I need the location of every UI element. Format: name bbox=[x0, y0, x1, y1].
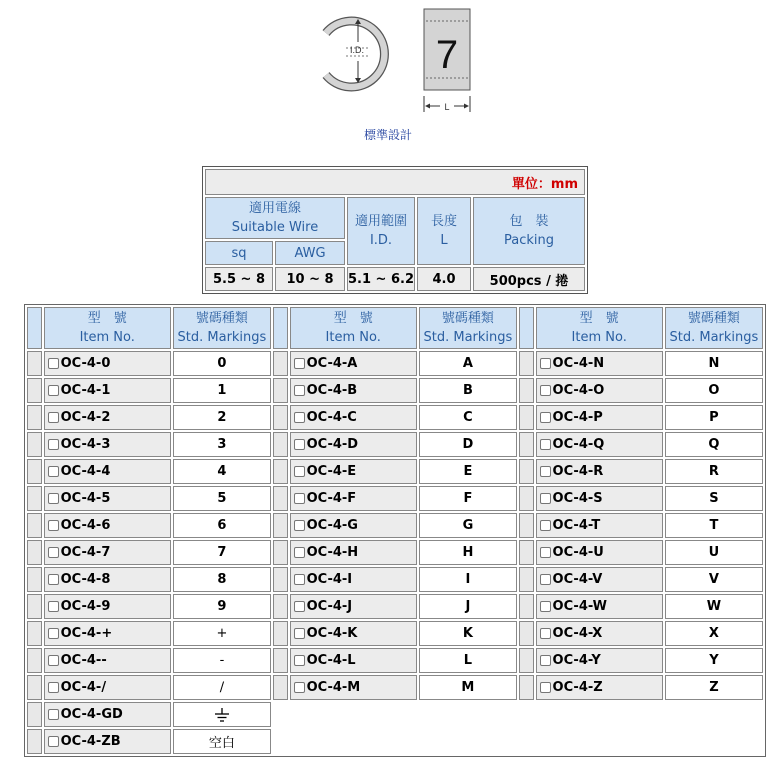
marking-cell: P bbox=[665, 405, 763, 430]
table-row bbox=[27, 378, 763, 403]
item-checkbox[interactable] bbox=[48, 736, 59, 747]
mark-header-en: Std. Markings bbox=[669, 330, 759, 345]
empty-cell bbox=[519, 729, 763, 754]
ground-symbol-icon bbox=[213, 707, 231, 723]
length-header-cn: 長度 bbox=[430, 214, 457, 229]
item-number: OC-4-L bbox=[306, 653, 356, 668]
item-cell[interactable] bbox=[536, 459, 663, 484]
item-number: OC-4-X bbox=[552, 626, 603, 641]
marking-cell: D bbox=[419, 432, 517, 457]
row-stub bbox=[273, 594, 288, 619]
awg-value: 10 ~ 8 bbox=[275, 267, 345, 291]
row-stub bbox=[27, 621, 42, 646]
header-stub bbox=[27, 307, 42, 349]
item-number: OC-4-4 bbox=[60, 464, 111, 479]
item-cell[interactable] bbox=[290, 378, 417, 403]
item-cell[interactable] bbox=[44, 729, 171, 754]
marker-tube-icon bbox=[424, 9, 470, 112]
item-cell[interactable] bbox=[44, 351, 171, 376]
marking-cell: H bbox=[419, 540, 517, 565]
range-header-en: I.D. bbox=[369, 233, 393, 248]
marking-cell: N bbox=[665, 351, 763, 376]
item-checkbox[interactable] bbox=[540, 574, 551, 585]
item-number: OC-4-E bbox=[306, 464, 357, 479]
item-checkbox[interactable] bbox=[294, 655, 305, 666]
item-number: OC-4-0 bbox=[60, 356, 111, 371]
item-header-en: Item No. bbox=[325, 330, 381, 345]
item-cell[interactable] bbox=[536, 594, 663, 619]
empty-cell bbox=[519, 702, 763, 727]
std-markings-header bbox=[419, 307, 517, 349]
row-stub bbox=[519, 351, 534, 376]
item-number: OC-4-S bbox=[552, 491, 603, 506]
row-stub bbox=[519, 459, 534, 484]
marking-cell: 7 bbox=[173, 540, 271, 565]
table-row bbox=[27, 675, 763, 700]
marking-cell: B bbox=[419, 378, 517, 403]
marking-cell: 9 bbox=[173, 594, 271, 619]
item-cell[interactable] bbox=[44, 702, 171, 727]
item-no-header bbox=[44, 307, 171, 349]
row-stub bbox=[27, 648, 42, 673]
item-number: OC-4-3 bbox=[60, 437, 111, 452]
row-stub bbox=[273, 459, 288, 484]
item-checkbox[interactable] bbox=[540, 385, 551, 396]
item-number: OC-4-M bbox=[306, 680, 361, 695]
table-row bbox=[27, 351, 763, 376]
item-checkbox[interactable] bbox=[48, 655, 59, 666]
item-number: OC-4-H bbox=[306, 545, 359, 560]
row-stub bbox=[27, 540, 42, 565]
item-cell[interactable] bbox=[44, 540, 171, 565]
wire-header-en: Suitable Wire bbox=[231, 220, 319, 235]
row-stub bbox=[519, 540, 534, 565]
sq-value: 5.5 ~ 8 bbox=[205, 267, 273, 291]
row-stub bbox=[273, 540, 288, 565]
marking-cell: J bbox=[419, 594, 517, 619]
item-cell[interactable] bbox=[290, 432, 417, 457]
row-stub bbox=[519, 621, 534, 646]
item-checkbox[interactable] bbox=[294, 439, 305, 450]
item-checkbox[interactable] bbox=[540, 358, 551, 369]
row-stub bbox=[27, 675, 42, 700]
mark-header-en: Std. Markings bbox=[177, 330, 267, 345]
row-stub bbox=[273, 405, 288, 430]
length-header-en: L bbox=[440, 233, 448, 248]
item-checkbox[interactable] bbox=[48, 682, 59, 693]
item-cell[interactable] bbox=[536, 432, 663, 457]
marking-cell: 3 bbox=[173, 432, 271, 457]
item-no-header bbox=[536, 307, 663, 349]
item-number: OC-4-Z bbox=[552, 680, 603, 695]
mark-header-cn: 號碼種類 bbox=[441, 311, 494, 326]
marking-cell: U bbox=[665, 540, 763, 565]
item-checkbox[interactable] bbox=[540, 439, 551, 450]
item-cell[interactable] bbox=[44, 378, 171, 403]
table-row bbox=[27, 729, 763, 754]
marking-cell: 1 bbox=[173, 378, 271, 403]
item-cell[interactable] bbox=[44, 567, 171, 592]
header-stub bbox=[519, 307, 534, 349]
item-cell[interactable] bbox=[44, 594, 171, 619]
item-cell[interactable] bbox=[290, 567, 417, 592]
item-number: OC-4-7 bbox=[60, 545, 111, 560]
item-cell[interactable] bbox=[290, 540, 417, 565]
row-stub bbox=[519, 675, 534, 700]
table-row bbox=[27, 432, 763, 457]
item-cell[interactable] bbox=[290, 405, 417, 430]
item-number: OC-4-B bbox=[306, 383, 358, 398]
item-cell[interactable] bbox=[44, 405, 171, 430]
item-no-header bbox=[290, 307, 417, 349]
row-stub bbox=[27, 513, 42, 538]
item-checkbox[interactable] bbox=[48, 574, 59, 585]
item-cell[interactable] bbox=[536, 405, 663, 430]
item-number: OC-4-R bbox=[552, 464, 604, 479]
packing-header-cn: 包 裝 bbox=[509, 214, 549, 229]
row-stub bbox=[273, 675, 288, 700]
item-cell[interactable] bbox=[290, 594, 417, 619]
table-row bbox=[27, 486, 763, 511]
row-stub bbox=[519, 513, 534, 538]
row-stub bbox=[27, 432, 42, 457]
item-checkbox[interactable] bbox=[48, 385, 59, 396]
row-stub bbox=[519, 648, 534, 673]
item-cell[interactable] bbox=[44, 621, 171, 646]
marking-cell: X bbox=[665, 621, 763, 646]
item-cell[interactable] bbox=[290, 648, 417, 673]
marking-cell: Q bbox=[665, 432, 763, 457]
packing-header bbox=[473, 197, 585, 265]
item-checkbox[interactable] bbox=[540, 520, 551, 531]
sq-header: sq bbox=[205, 241, 273, 265]
item-number: OC-4-+ bbox=[60, 626, 113, 641]
item-number: OC-4-8 bbox=[60, 572, 111, 587]
row-stub bbox=[27, 594, 42, 619]
item-number: OC-4-9 bbox=[60, 599, 111, 614]
item-checkbox[interactable] bbox=[48, 601, 59, 612]
item-cell[interactable] bbox=[536, 486, 663, 511]
item-number: OC-4-2 bbox=[60, 410, 111, 425]
item-checkbox[interactable] bbox=[48, 709, 59, 720]
item-number: OC-4-ZB bbox=[60, 734, 121, 749]
item-checkbox[interactable] bbox=[294, 466, 305, 477]
table-row bbox=[27, 513, 763, 538]
item-number: OC-4-D bbox=[306, 437, 359, 452]
length-label: L bbox=[444, 102, 450, 112]
table-row bbox=[27, 621, 763, 646]
range-header-cn: 適用範圍 bbox=[354, 214, 407, 229]
item-cell[interactable] bbox=[44, 486, 171, 511]
marking-cell: Y bbox=[665, 648, 763, 673]
marking-cell: 8 bbox=[173, 567, 271, 592]
ring-icon bbox=[326, 19, 384, 87]
std-markings-header bbox=[665, 307, 763, 349]
marking-cell: O bbox=[665, 378, 763, 403]
item-cell[interactable] bbox=[536, 648, 663, 673]
item-checkbox[interactable] bbox=[48, 439, 59, 450]
item-checkbox[interactable] bbox=[294, 412, 305, 423]
item-checkbox[interactable] bbox=[294, 601, 305, 612]
id-value: 5.1 ~ 6.2 bbox=[347, 267, 415, 291]
row-stub bbox=[519, 594, 534, 619]
table-row bbox=[27, 567, 763, 592]
table-row bbox=[27, 594, 763, 619]
item-cell[interactable] bbox=[536, 378, 663, 403]
marking-cell: 2 bbox=[173, 405, 271, 430]
item-number: OC-4-U bbox=[552, 545, 604, 560]
marking-cell: 空白 bbox=[173, 729, 271, 754]
marking-cell: L bbox=[419, 648, 517, 673]
marking-cell: K bbox=[419, 621, 517, 646]
caption: 標準設計 bbox=[363, 128, 412, 142]
row-stub bbox=[273, 486, 288, 511]
item-checkbox[interactable] bbox=[48, 547, 59, 558]
item-cell[interactable] bbox=[536, 540, 663, 565]
item-cell[interactable] bbox=[290, 621, 417, 646]
item-checkbox[interactable] bbox=[540, 655, 551, 666]
row-stub bbox=[519, 486, 534, 511]
packing-header-en: Packing bbox=[503, 233, 554, 248]
row-stub bbox=[519, 567, 534, 592]
item-checkbox[interactable] bbox=[294, 385, 305, 396]
item-number: OC-4-N bbox=[552, 356, 605, 371]
item-checkbox[interactable] bbox=[540, 682, 551, 693]
row-stub bbox=[27, 486, 42, 511]
item-header-cn: 型 號 bbox=[333, 311, 373, 326]
item-cell[interactable] bbox=[536, 351, 663, 376]
item-checkbox[interactable] bbox=[540, 412, 551, 423]
item-number: OC-4-1 bbox=[60, 383, 111, 398]
row-stub bbox=[273, 378, 288, 403]
item-number: OC-4-/ bbox=[60, 680, 107, 695]
wire-header-cn: 適用電線 bbox=[248, 201, 301, 216]
row-stub bbox=[273, 513, 288, 538]
marking-cell: Z bbox=[665, 675, 763, 700]
item-checkbox[interactable] bbox=[540, 547, 551, 558]
marking-cell: F bbox=[419, 486, 517, 511]
item-number: OC-4-T bbox=[552, 518, 601, 533]
item-cell[interactable] bbox=[290, 513, 417, 538]
item-checkbox[interactable] bbox=[294, 628, 305, 639]
unit-label: 單位：mm bbox=[205, 169, 585, 195]
item-cell[interactable] bbox=[44, 513, 171, 538]
item-checkbox[interactable] bbox=[540, 466, 551, 477]
marking-cell: 4 bbox=[173, 459, 271, 484]
table-row bbox=[27, 648, 763, 673]
table-row bbox=[27, 405, 763, 430]
item-checkbox[interactable] bbox=[294, 574, 305, 585]
item-number: OC-4-W bbox=[552, 599, 608, 614]
spec-table bbox=[202, 166, 588, 294]
marking-cell: 0 bbox=[173, 351, 271, 376]
item-cell[interactable] bbox=[290, 486, 417, 511]
marking-cell: A bbox=[419, 351, 517, 376]
row-stub bbox=[27, 567, 42, 592]
marking-cell: G bbox=[419, 513, 517, 538]
marking-cell: V bbox=[665, 567, 763, 592]
item-number: OC-4-P bbox=[552, 410, 603, 425]
marking-cell: 6 bbox=[173, 513, 271, 538]
item-checkbox[interactable] bbox=[540, 628, 551, 639]
item-number: OC-4-F bbox=[306, 491, 357, 506]
length-value: 4.0 bbox=[417, 267, 471, 291]
marking-cell: 5 bbox=[173, 486, 271, 511]
row-stub bbox=[27, 729, 42, 754]
row-stub bbox=[519, 432, 534, 457]
item-checkbox[interactable] bbox=[294, 358, 305, 369]
row-stub bbox=[273, 432, 288, 457]
id-label: I.D. bbox=[349, 45, 365, 55]
marking-cell: E bbox=[419, 459, 517, 484]
item-checkbox[interactable] bbox=[48, 412, 59, 423]
item-checkbox[interactable] bbox=[294, 682, 305, 693]
item-header-en: Item No. bbox=[571, 330, 627, 345]
item-cell[interactable] bbox=[44, 459, 171, 484]
item-checkbox[interactable] bbox=[294, 520, 305, 531]
header-stub bbox=[273, 307, 288, 349]
marking-cell: S bbox=[665, 486, 763, 511]
item-cell[interactable] bbox=[536, 675, 663, 700]
marking-cell: C bbox=[419, 405, 517, 430]
item-checkbox[interactable] bbox=[48, 628, 59, 639]
item-number: OC-4-GD bbox=[60, 707, 123, 722]
row-stub bbox=[519, 378, 534, 403]
marking-cell: W bbox=[665, 594, 763, 619]
item-number: OC-4-J bbox=[306, 599, 353, 614]
row-stub bbox=[27, 405, 42, 430]
item-checkbox[interactable] bbox=[48, 358, 59, 369]
item-cell[interactable] bbox=[44, 675, 171, 700]
item-table bbox=[24, 304, 766, 757]
item-cell[interactable] bbox=[290, 459, 417, 484]
mark-header-en: Std. Markings bbox=[423, 330, 513, 345]
marking-cell: R bbox=[665, 459, 763, 484]
item-number: OC-4-K bbox=[306, 626, 358, 641]
table-row bbox=[27, 459, 763, 484]
item-header-cn: 型 號 bbox=[87, 311, 127, 326]
row-stub bbox=[27, 351, 42, 376]
item-number: OC-4-C bbox=[306, 410, 357, 425]
item-checkbox[interactable] bbox=[48, 493, 59, 504]
marking-cell: I bbox=[419, 567, 517, 592]
item-cell[interactable] bbox=[536, 513, 663, 538]
item-checkbox[interactable] bbox=[48, 466, 59, 477]
item-header-cn: 型 號 bbox=[579, 311, 619, 326]
marking-cell: M bbox=[419, 675, 517, 700]
item-number: OC-4-5 bbox=[60, 491, 111, 506]
marking-cell: - bbox=[173, 648, 271, 673]
item-number: OC-4-O bbox=[552, 383, 605, 398]
packing-value: 500pcs / 捲 bbox=[473, 267, 585, 291]
row-stub bbox=[273, 648, 288, 673]
empty-cell bbox=[273, 702, 517, 727]
item-number: OC-4-I bbox=[306, 572, 353, 587]
item-checkbox[interactable] bbox=[294, 493, 305, 504]
item-cell[interactable] bbox=[44, 648, 171, 673]
id-range-header bbox=[347, 197, 415, 265]
row-stub bbox=[273, 621, 288, 646]
item-checkbox[interactable] bbox=[48, 520, 59, 531]
awg-header: AWG bbox=[275, 241, 345, 265]
item-cell[interactable] bbox=[536, 621, 663, 646]
item-cell[interactable] bbox=[290, 675, 417, 700]
mark-header-cn: 號碼種類 bbox=[195, 311, 248, 326]
item-number: OC-4-- bbox=[60, 653, 107, 668]
row-stub bbox=[27, 378, 42, 403]
marking-cell: T bbox=[665, 513, 763, 538]
marking-cell bbox=[173, 702, 271, 727]
item-cell[interactable] bbox=[536, 567, 663, 592]
table-row bbox=[27, 702, 763, 727]
item-number: OC-4-A bbox=[306, 356, 358, 371]
suitable-wire-header bbox=[205, 197, 345, 239]
item-header-en: Item No. bbox=[79, 330, 135, 345]
row-stub bbox=[273, 351, 288, 376]
marking-cell: + bbox=[173, 621, 271, 646]
item-checkbox[interactable] bbox=[540, 493, 551, 504]
item-number: OC-4-Y bbox=[552, 653, 601, 668]
row-stub bbox=[273, 567, 288, 592]
item-checkbox[interactable] bbox=[294, 547, 305, 558]
table-row bbox=[27, 540, 763, 565]
item-number: OC-4-Q bbox=[552, 437, 605, 452]
std-markings-header bbox=[173, 307, 271, 349]
item-number: OC-4-V bbox=[552, 572, 603, 587]
row-stub bbox=[27, 459, 42, 484]
marking-cell: ∕ bbox=[173, 675, 271, 700]
row-stub bbox=[519, 405, 534, 430]
item-cell[interactable] bbox=[44, 432, 171, 457]
row-stub bbox=[27, 702, 42, 727]
sample-marking: 7 bbox=[435, 33, 459, 77]
item-checkbox[interactable] bbox=[540, 601, 551, 612]
item-number: OC-4-6 bbox=[60, 518, 111, 533]
empty-cell bbox=[273, 729, 517, 754]
item-cell[interactable] bbox=[290, 351, 417, 376]
mark-header-cn: 號碼種類 bbox=[687, 311, 740, 326]
item-number: OC-4-G bbox=[306, 518, 358, 533]
length-header bbox=[417, 197, 471, 265]
